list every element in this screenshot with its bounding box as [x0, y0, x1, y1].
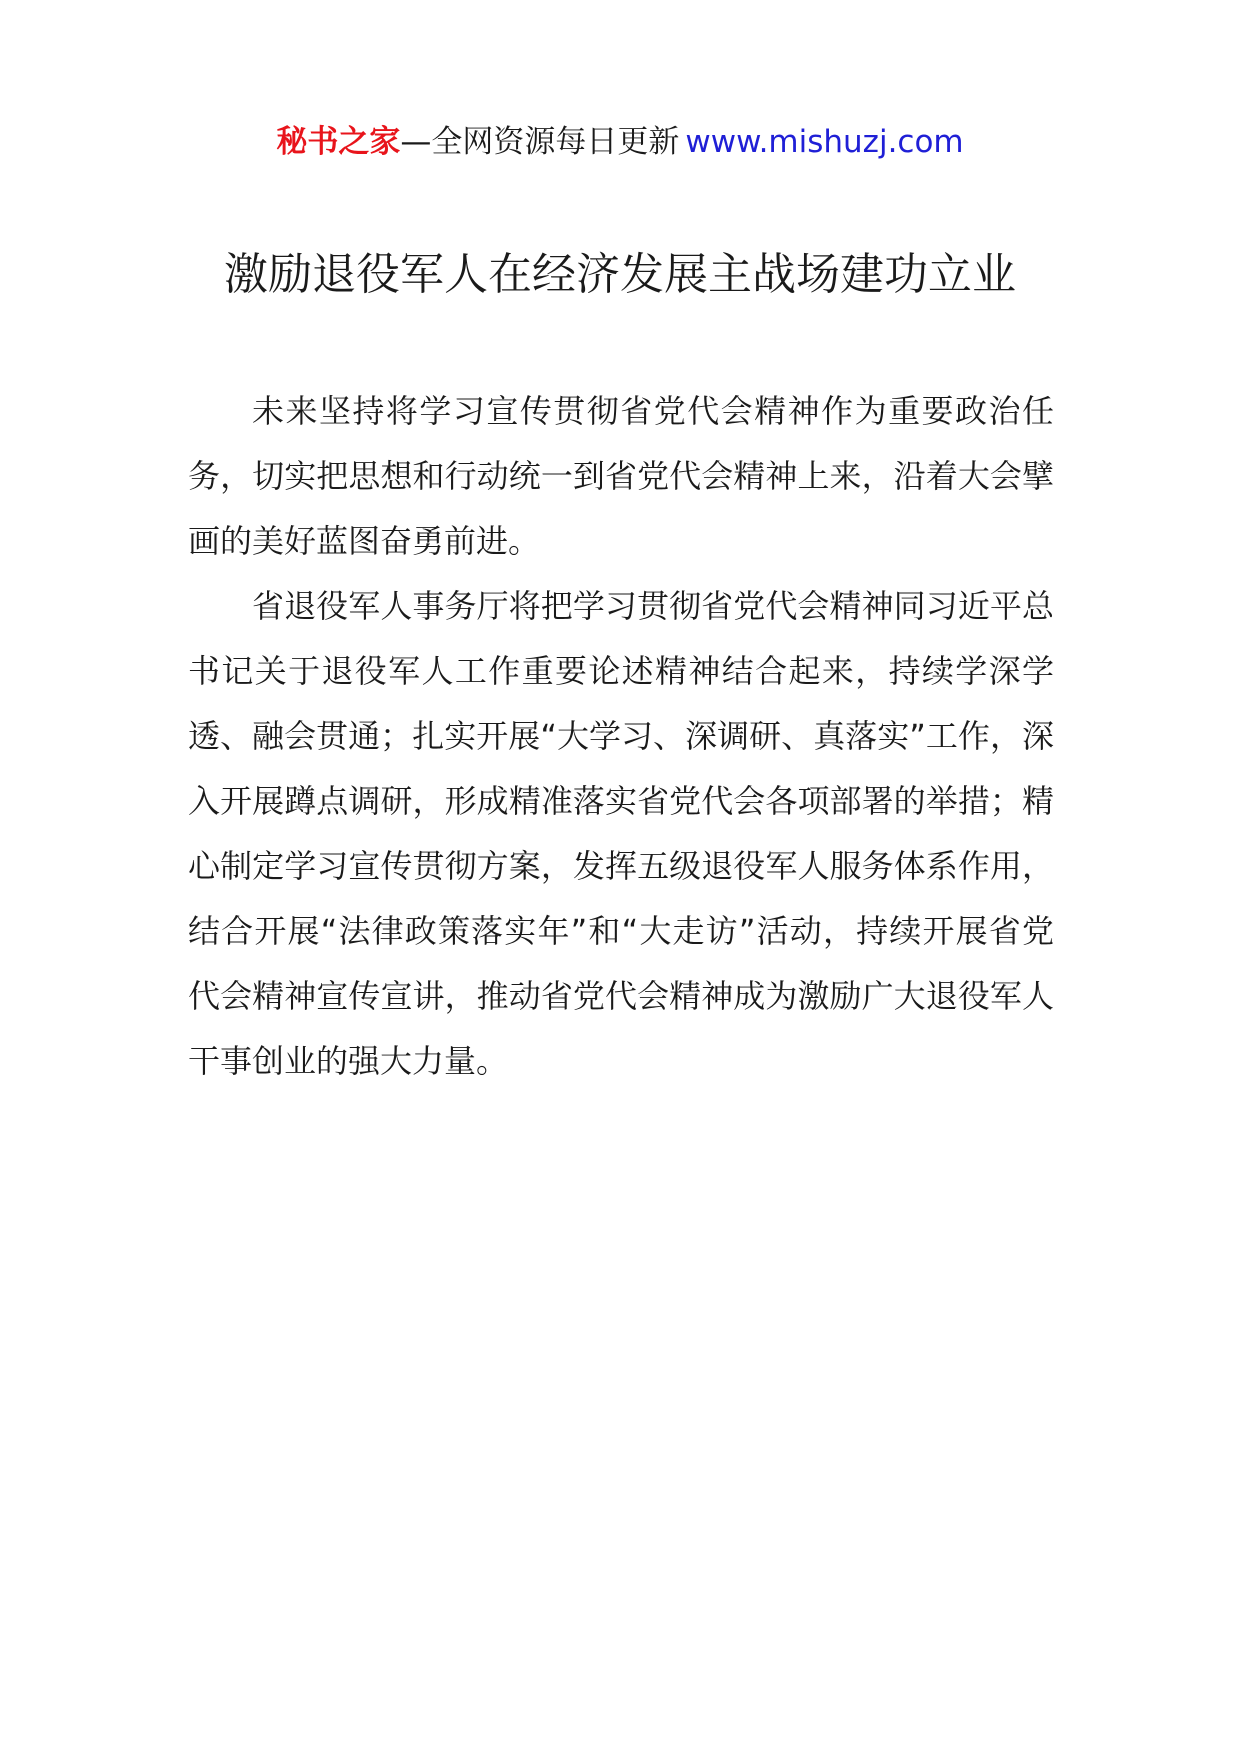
brand-name: 秘书之家: [276, 124, 401, 160]
site-header: [0, 118, 1240, 166]
document-body: [188, 379, 1054, 1094]
site-tagline: —全网资源每日更新: [400, 124, 680, 160]
site-url-link[interactable]: www.mishuzj.com: [685, 124, 964, 160]
paragraph-2: 省退役军人事务厅将把学习贯彻省党代会精神同习近平总书记关于退役军人工作重要论述精神结合起来，持续学深学透、融会贯通；扎实开展“大学习、深调研、真落实”工作，深入开展蹲点调研，形成精准落实省党代会各项部署的举措；精心制定学习宣传贯彻方案，发挥五级退役军人服务体系作用，结合开展“法律政策落实年”和“大走访”活动，持续开展省党代会精神宣传宣讲，推动省党代会精神成为激励广大退役军人干事创业的强大力量。: [188, 587, 1054, 1080]
paragraph-1: 未来坚持将学习宣传贯彻省党代会精神作为重要政治任务，切实把思想和行动统一到省党代会精神上来，沿着大会擘画的美好蓝图奋勇前进。: [188, 392, 1054, 560]
document-title: 激励退役军人在经济发展主战场建功立业: [224, 249, 1016, 300]
